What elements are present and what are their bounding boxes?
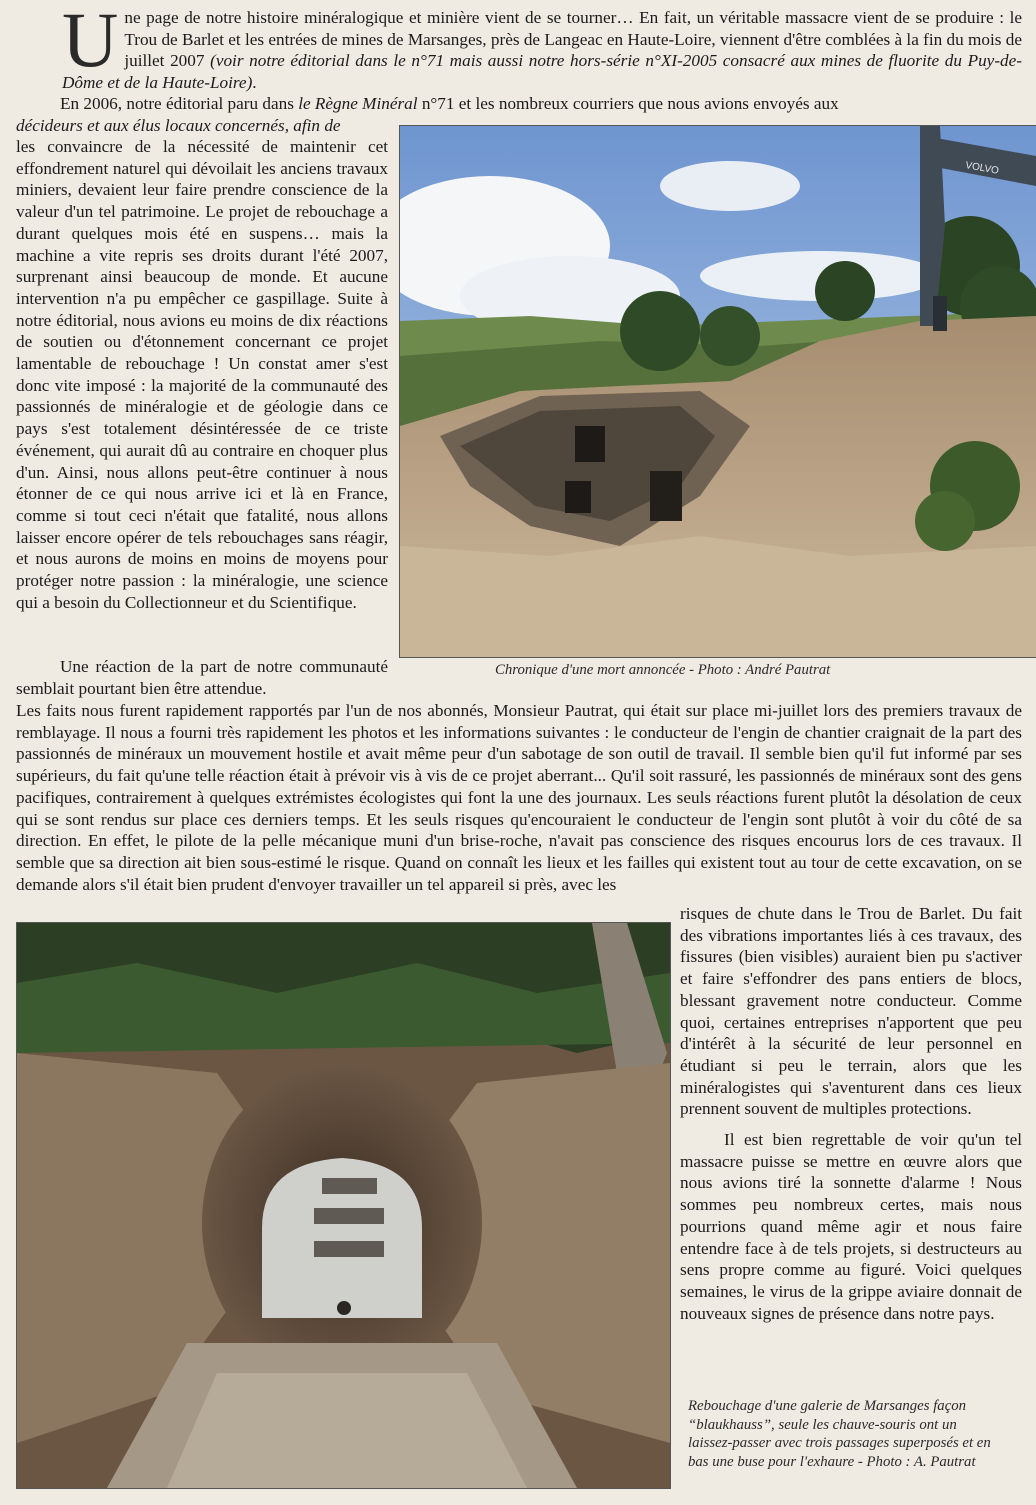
para3-start-block [16, 656, 388, 699]
para4-text: Il est bien regrettable de voir qu'un tel massacre puisse se mettre en œuvre alors que nous avions tiré la sonnette d'alarme ! Nous sommes peu nombreux certes, mais nous pourrions quand même agir et nous faire entendre face à de tels projets, si destructeurs au sens propre comme au figuré. Voici quelques semaines, le virus de la grippe aviaire donnait de nouveaux signes de présence dans notre pays. [680, 1130, 1022, 1323]
excavation-illustration [400, 126, 1036, 657]
para2-italic: décideurs et aux élus locaux concernés, afin de [16, 115, 341, 135]
intro-italic-reference: (voir notre éditorial dans le n°71 mais aussi notre hors-série n°XI-2005 consacré aux mines de fluorite du Puy-de-Dôme et de la Haute-Loire) [62, 51, 1022, 93]
tunnel-illustration [17, 923, 670, 1488]
para2-column [16, 136, 388, 613]
para2-start: En 2006, notre éditorial paru dans [60, 94, 299, 113]
intro-end: . [252, 73, 257, 93]
para2-body: les convaincre de la nécessité de maintenir cet effondrement naturel qui dévoilait les anciens travaux miniers, devaient leur faire prendre conscience de la valeur d'un tel patrimoine. Le projet de rebouchage a durant quelques mois été en suspens… mais la machine a vite repris ses droits durant l'été 2007, surprenant ainsi beaucoup de monde. Et aucune intervention n'a pu empêcher ce gaspillage. Suite à notre éditorial, nous avions eu moins de dix réactions de soutien ou d'étonnement concernant ce projet lamentable de rebouchage ! Un constat amer s'est donc vite imposé : la majorité de la communauté des passionnés de minéralogie et de géologie dans ce pays s'est totalement désintéressée de ce triste événement, qui aurait dû au contraire en choquer plus d'un. Ainsi, nous allons peut-être continuer à nous étonner de ce qui nous arrive ici et là en France, comme si tout ceci n'était que fatalité, nous allons laisser encore opérer de tels rebouchages sans réagir, et nous aurons de moins en moins de moyens pour protéger notre passion : la minéralogie, une science qui a besoin du Collectionneur et du Scientifique. [16, 137, 388, 612]
para2-mid: n°71 et les nombreux courriers que nous avions envoyés aux [417, 94, 839, 113]
volvo-label: VOLVO [964, 160, 1000, 177]
intro-paragraph [62, 0, 1022, 94]
para3-right-column [680, 903, 1022, 1324]
intro-text: ne page de notre histoire minéralogique et minière vient de se tourner… En fait, un véritable massacre vient de se produire : le Trou de Barlet et les entrées de mines de Marsanges, près de Langeac en Haute-Loire, viennent d'être comblées à la fin du mois de juillet 2007 [124, 8, 1022, 71]
para3-right-text: risques de chute dans le Trou de Barlet. Du fait des vibrations importantes liés à ces travaux, des fissures (bien visibles) auraient bien pu s'activer et faire s'effondrer des pans entiers de blocs, blessant gravement notre conducteur. Comme quoi, certaines entreprises n'apportent que peu d'intérêt à la sécurité de leur personnel en étudiant si peu le terrain, alors que les minéralogistes qui s'aventurent dans ces lieux prennent souvent de multiples protections. [680, 904, 1022, 1119]
journal-title: le Règne Minéral [298, 94, 418, 113]
photo1-caption: Chronique d'une mort annoncée - Photo : André Pautrat [495, 662, 831, 678]
photo-galerie-marsanges [16, 922, 671, 1489]
photo2-caption: Rebouchage d'une galerie de Marsanges façon “blaukhauss”, seule les chauve-souris ont un laissez-passer avec trois passages superposés et en bas une buse pour l'exhaure - Photo : A. Pautrat [688, 1398, 991, 1470]
para3-body: Les faits nous furent rapidement rapportés par l'un de nos abonnés, Monsieur Pautrat, qui était sur place mi-juillet lors des premiers travaux de remblayage. Il nous a fourni très rapidement les photos et les informations suivantes : le conducteur de l'engin de chantier craignait de la part des passionnés de minéraux un mouvement hostile et avait même peur d'un sabotage de son outil de travail. Il semble bien qu'il fut informé par ses supérieurs, du fait qu'une telle réaction était à prévoir vis à vis de ce projet aberrant... Qu'il soit rassuré, les passionnés de minéraux sont des gens pacifiques, contrairement à quelques extrémistes écologistes qui font la une des journaux. Les seuls réactions furent plutôt la désolation de ceux qui se sont rendus sur place ces derniers temps. Et les seuls risques qu'encouraient le conducteur de l'engin sont plutôt à voir du côté de sa direction. En effet, le pilote de la pelle mécanique muni d'un brise-roche, n'avait pas conscience des risques encourus lors de ces travaux. Il semble que sa direction ait bien sous-estimé le risque. Quand on connaît les lieux et les failles qui existent tout au tour de cette excavation, on se demande alors s'il était bien prudent d'envoyer travailler un tel appareil si près, avec les [16, 701, 1022, 894]
para3-start: Une réaction de la part de notre communauté semblait pourtant bien être attendue. [16, 657, 388, 698]
drop-cap: U [62, 0, 119, 83]
photo-trou-de-barlet [399, 125, 1036, 658]
para3-full-width [16, 700, 1022, 895]
